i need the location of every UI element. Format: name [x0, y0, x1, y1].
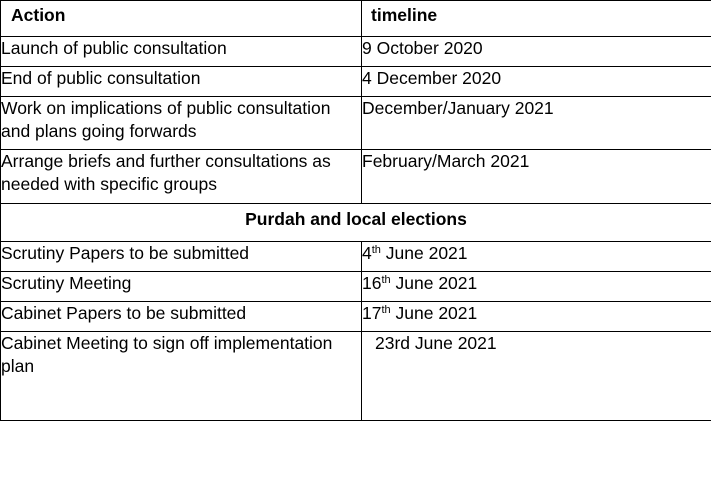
header-timeline: timeline [362, 1, 711, 37]
table-row [1, 67, 711, 97]
action-cell: Arrange briefs and further consultations as needed with specific groups [1, 150, 362, 204]
timeline-cell: 9 October 2020 [362, 37, 711, 67]
action-cell: Cabinet Meeting to sign off implementation plan [1, 332, 362, 421]
timeline-cell [362, 272, 711, 302]
timeline-cell: December/January 2021 [362, 97, 711, 150]
timeline-cell: February/March 2021 [362, 150, 711, 204]
ordinal-suffix: th [371, 244, 381, 256]
timeline-day: 4 [362, 243, 372, 263]
action-cell: Cabinet Papers to be submitted [1, 302, 362, 332]
timeline-cell [362, 302, 711, 332]
table-row [1, 37, 711, 67]
action-cell: Work on implications of public consultation and plans going forwards [1, 97, 362, 150]
table-row [1, 97, 711, 150]
action-cell: End of public consultation [1, 67, 362, 97]
table-row [1, 332, 711, 421]
ordinal-suffix: th [381, 304, 391, 316]
table-row [1, 272, 711, 302]
timeline-day: 16 [362, 273, 382, 293]
timeline-day: 17 [362, 303, 382, 323]
action-cell: Launch of public consultation [1, 37, 362, 67]
timeline-cell [362, 242, 711, 272]
timeline-month-year: June 2021 [390, 303, 478, 323]
section-heading: Purdah and local elections [1, 204, 711, 242]
header-action: Action [1, 1, 362, 37]
timeline-cell: 23rd June 2021 [362, 332, 711, 421]
timeline-month-year: June 2021 [380, 243, 468, 263]
table-row [1, 302, 711, 332]
action-cell: Scrutiny Papers to be submitted [1, 242, 362, 272]
timeline-month-year: June 2021 [390, 273, 478, 293]
ordinal-suffix: th [381, 274, 391, 286]
section-row [1, 204, 711, 242]
table-header-row [1, 1, 711, 37]
action-cell: Scrutiny Meeting [1, 272, 362, 302]
table-row [1, 150, 711, 204]
table-row [1, 242, 711, 272]
timeline-cell: 4 December 2020 [362, 67, 711, 97]
